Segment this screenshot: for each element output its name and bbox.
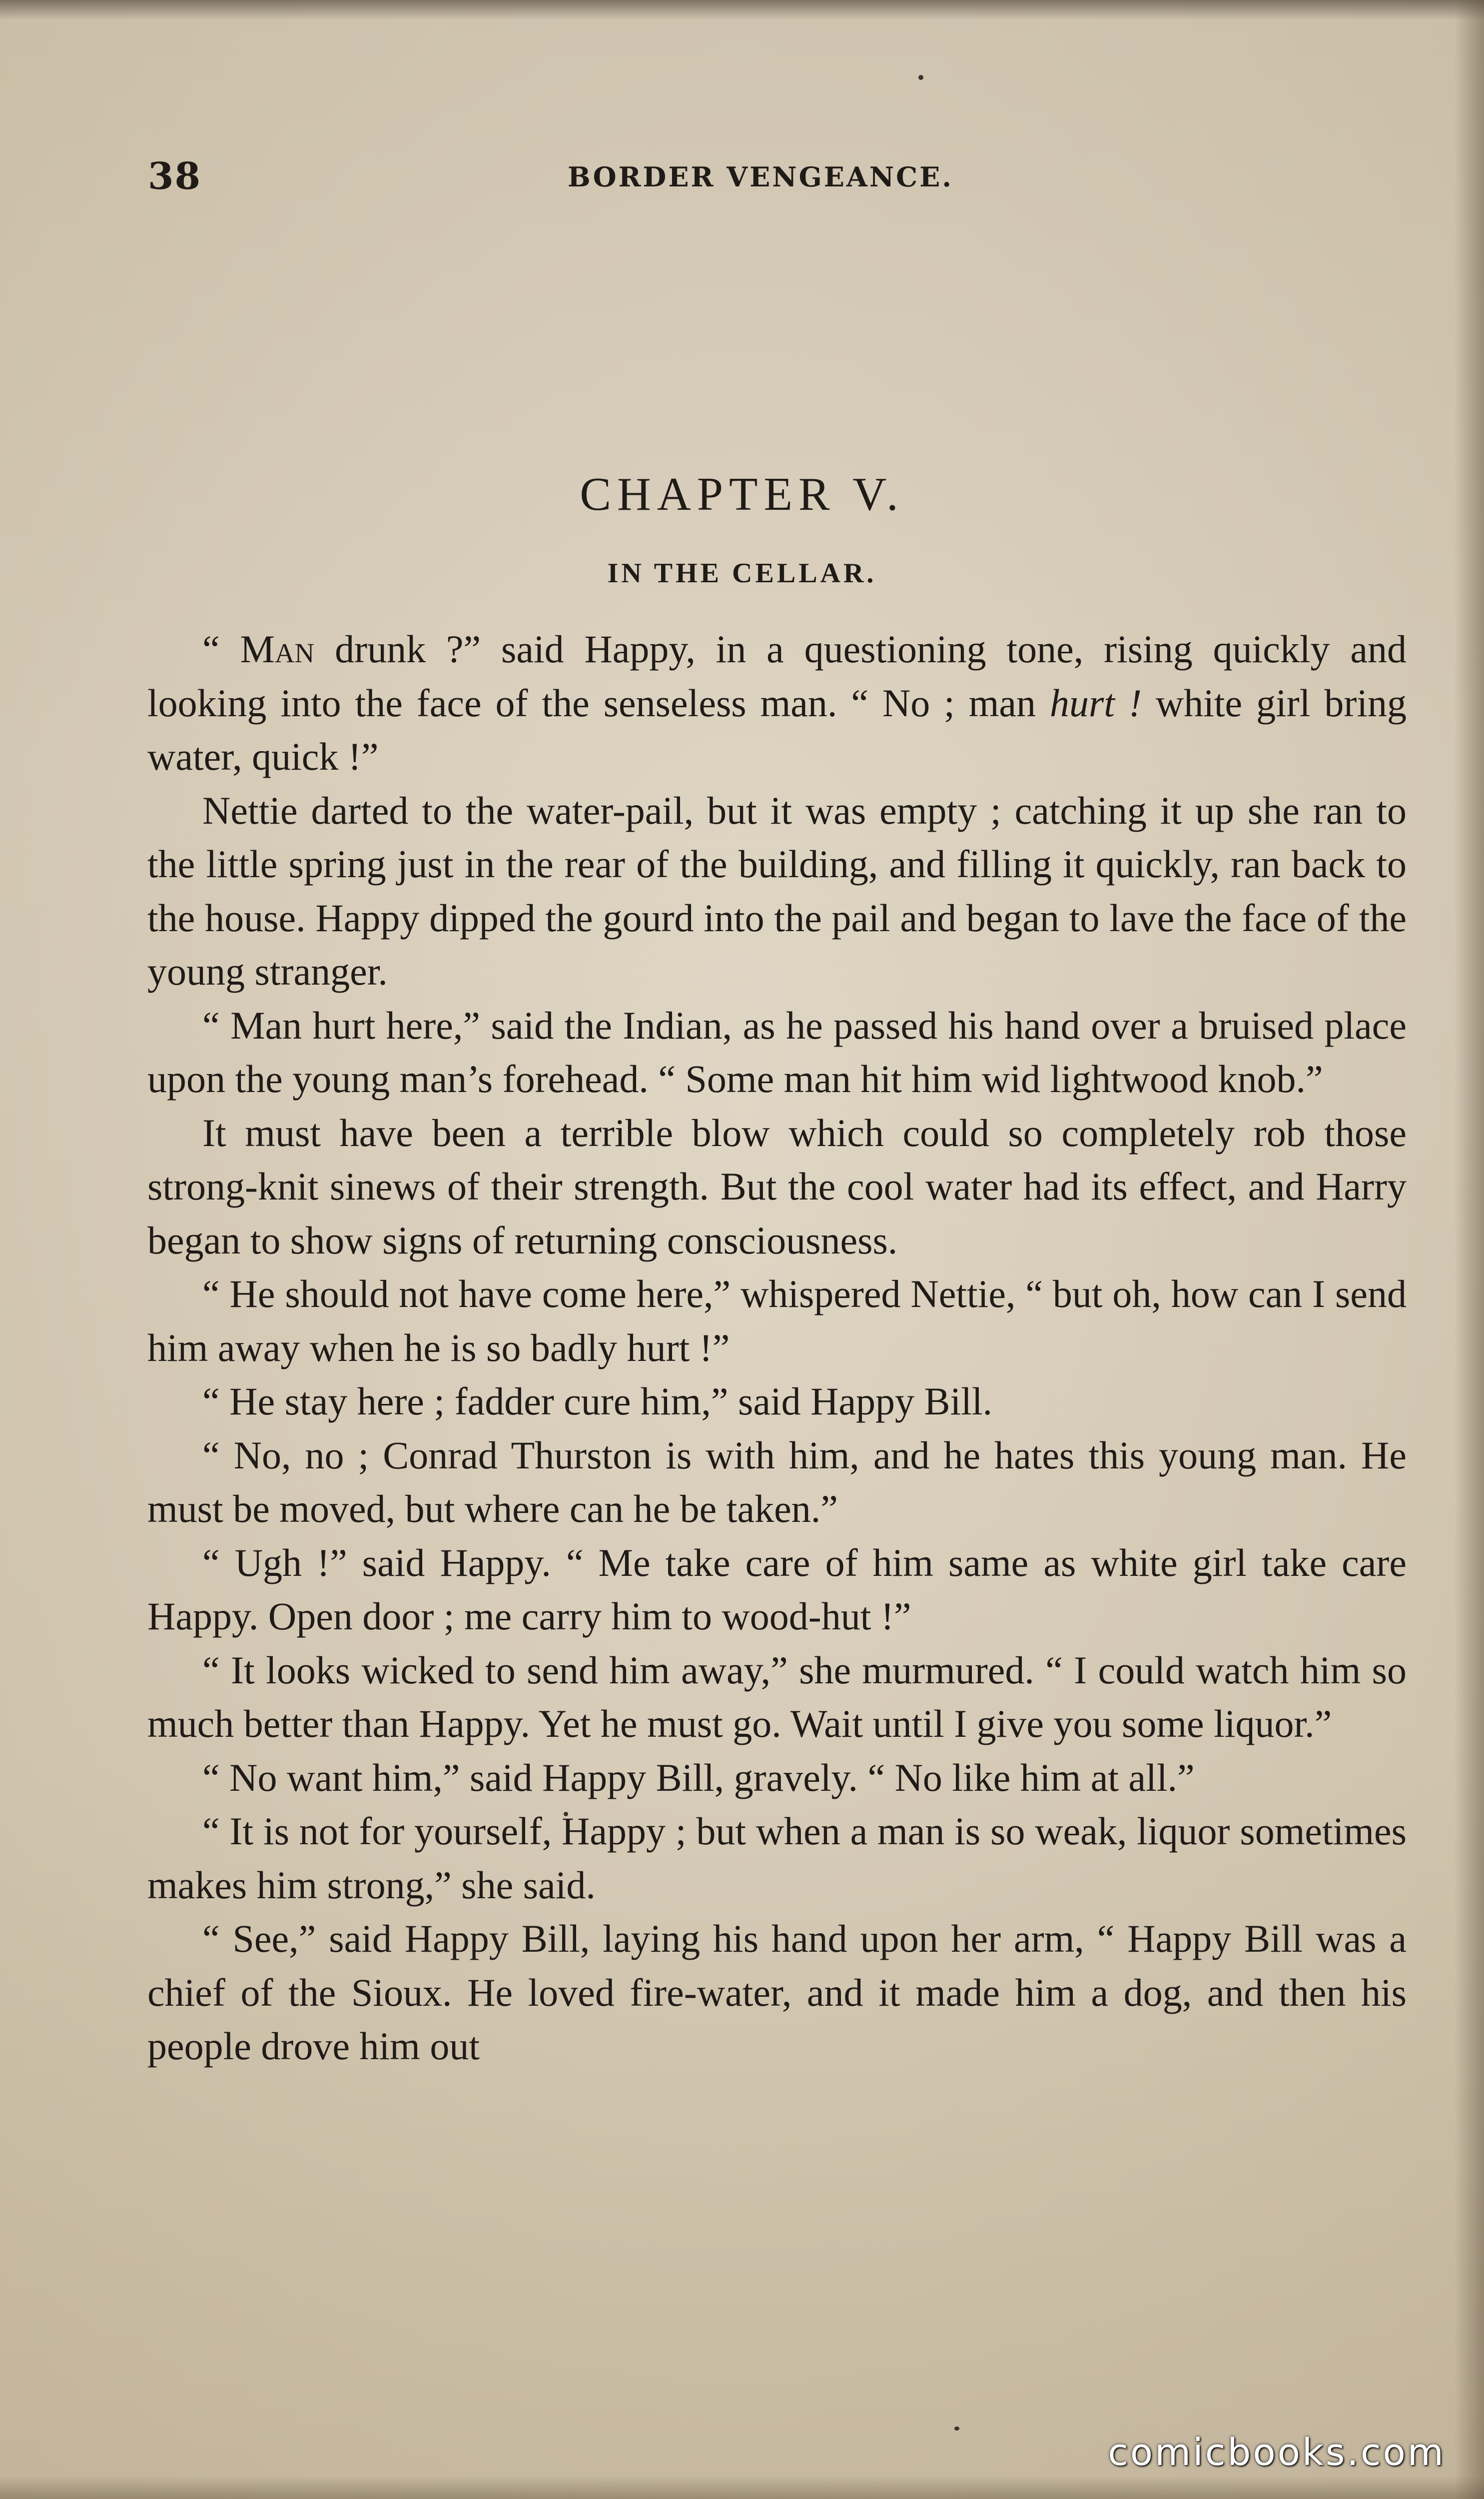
paragraph: “ He stay here ; fadder cure him,” said Happy Bill. [202, 1379, 993, 1423]
paragraph: “ Man drunk ?” said Happy, in a questioning tone, rising quickly and looking into the face of the senseless man. “ No ; man hurt ! white girl bring water, quick !” [147, 627, 1407, 778]
paragraph: It must have been a terrible blow which could so completely rob those strong-knit sinews of their strength. But the cool water had its effect, and Harry began to show signs of returning consciousness. [147, 1111, 1407, 1262]
paper-speck [918, 75, 923, 80]
paragraph: “ Man hurt here,” said the Indian, as he passed his hand over a bruised place upon the young man’s forehead. “ Some man hit him wid lightwood knob.” [147, 1003, 1407, 1101]
paragraph: “ It looks wicked to send him away,” she murmured. “ I could watch him so much better than Happy. Yet he must go. Wait until I give you some liquor.” [147, 1648, 1407, 1745]
page-top-shadow [0, 0, 1484, 20]
paragraph: “ No want him,” said Happy Bill, gravely. “ No like him at all.” [202, 1755, 1195, 1799]
paragraph: “ No, no ; Conrad Thurston is with him, and he hates this young man. He must be moved, but where can he be taken.” [147, 1433, 1407, 1530]
page-number: 38 [148, 155, 201, 198]
paper-speck [954, 2427, 959, 2431]
paragraph: “ It is not for yourself, Happy ; but when a man is so weak, liquor sometimes makes him strong,” she said. [147, 1809, 1407, 1907]
running-head [148, 155, 1412, 205]
book-title: BORDER VENGEANCE. [568, 161, 954, 193]
chapter-subtitle: IN THE CELLAR. [607, 558, 877, 589]
page-bottom-shadow [0, 2476, 1484, 2499]
paragraph: “ He should not have come here,” whispered Nettie, “ but oh, how can I send him away when he is so badly hurt !” [147, 1272, 1407, 1369]
page-right-shadow [1454, 0, 1484, 2499]
paragraph: Nettie darted to the water-pail, but it was empty ; catching it up she ran to the little spring just in the rear of the building, and filling it quickly, ran back to the house. Happy dipped the gourd into the pail and began to lave the face of the young stranger. [147, 788, 1407, 993]
body-text [147, 622, 1407, 2073]
paragraph: “ Ugh !” said Happy. “ Me take care of him same as white girl take care Happy. Open door ; me carry him to wood-hut !” [147, 1540, 1407, 1638]
watermark: comicbooks.com [1108, 2431, 1446, 2474]
paragraph: “ See,” said Happy Bill, laying his hand upon her arm, “ Happy Bill was a chief of the Sioux. He loved fire-water, and it made him a dog, and then his people drove him out [147, 1917, 1407, 2068]
chapter-title: CHAPTER V. [580, 468, 904, 520]
